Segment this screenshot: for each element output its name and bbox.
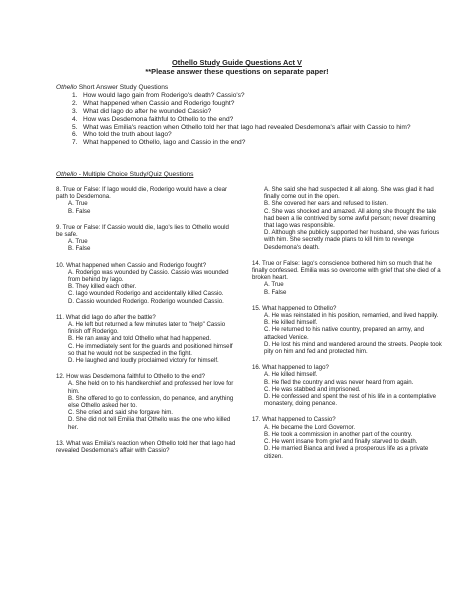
mc-right-column <box>252 186 442 469</box>
question-text: What did Iago do after he wounded Cassio? <box>83 107 212 115</box>
mc-option: A. She held on to his handkerchief and professed her love for him. <box>68 380 234 395</box>
mc-option: B. He ran away and told Othello what had happened. <box>68 335 211 343</box>
mc-question <box>56 224 236 253</box>
document-header <box>0 0 474 76</box>
mc-heading-text: - Multiple Choice Study/Quiz Questions <box>76 171 194 178</box>
mc-question <box>252 260 442 296</box>
short-answer-question <box>56 124 428 132</box>
multiple-choice-heading <box>56 171 193 179</box>
mc-option: A. True <box>68 200 88 208</box>
mc-option: C. Iago wounded Roderigo and accidentally killed Cassio. <box>68 290 224 298</box>
mc-option: A. She said she had suspected it all along. She was glad it had finally come out in the open. <box>264 186 434 201</box>
heading-work-title: Othello <box>56 84 77 91</box>
mc-option: A. True <box>68 238 88 246</box>
mc-option: C. She cried and said she forgave him. <box>68 409 174 417</box>
question-text: What was Emilia's reaction when Othello told her that Iago had revealed Desdemona's affair with Cassio to him? <box>83 123 411 131</box>
question-number: 6. <box>72 131 78 139</box>
mc-option: B. She offered to go to confession, do penance, and anything else Othello asked her to. <box>68 394 234 410</box>
mc-question-text: 8. True or False: If Iago would die, Roderigo would have a clear path to Desdemona. <box>56 186 228 201</box>
mc-option: B. He fled the country and was never heard from again. <box>264 378 414 386</box>
mc-question <box>56 314 236 364</box>
mc-option: B. False <box>68 245 91 253</box>
mc-option: D. He confessed and spent the rest of his life in a contemplative monastery, doing penance. <box>264 393 437 408</box>
short-answer-section <box>56 84 428 147</box>
mc-option: A. He was reinstated in his position, remarried, and lived happily. <box>264 312 439 320</box>
question-number: 3. <box>72 107 78 115</box>
mc-option: C. He returned to his native country, prepared an army, and attacked Venice. <box>264 326 424 341</box>
short-answer-question <box>56 108 428 116</box>
mc-option: C. He went insane from grief and finally starved to death. <box>264 438 418 446</box>
mc-question <box>56 186 236 215</box>
question-text: Who told the truth about Iago? <box>83 131 172 139</box>
mc-question-text: 15. What happened to Othello? <box>252 304 337 312</box>
short-answer-question <box>56 116 428 124</box>
question-text: What happened when Cassio and Roderigo fought? <box>83 99 235 107</box>
question-text: How was Desdemona faithful to Othello to the end? <box>83 115 234 123</box>
heading-text: Short Answer Study Questions <box>76 84 169 91</box>
mc-question <box>252 186 442 251</box>
question-number: 7. <box>72 139 78 147</box>
mc-question-text: 10. What happened when Cassio and Roderigo fought? <box>56 261 207 269</box>
mc-option: A. He left but returned a few minutes later to "help" Cassio finish off Roderigo. <box>68 321 226 336</box>
mc-option: A. He killed himself. <box>264 371 318 379</box>
mc-question-text: 17. What happened to Cassio? <box>252 416 336 424</box>
document-subtitle: **Please answer these questions on separate paper! <box>145 67 329 76</box>
short-answer-question <box>56 92 428 100</box>
mc-option: D. Although she publicly supported her husband, she was furious with him. She secretly made plans to kill him to revenge Desdemona's death. <box>264 229 440 251</box>
mc-option: D. He married Bianca and lived a prosperous life as a private citizen. <box>264 445 429 460</box>
mc-option: D. He lost his mind and wandered around the streets. People took pity on him and fed and protected him. <box>264 340 442 356</box>
mc-option: B. They killed each other. <box>68 283 137 291</box>
mc-option: D. He laughed and loudly proclaimed victory for himself. <box>68 357 219 365</box>
mc-option: C. She was shocked and amazed. All along she thought the tale had been a lie contrived by some awful person; never dreaming that Iago was responsible. <box>264 207 437 230</box>
short-answer-question <box>56 100 428 108</box>
short-answer-question <box>56 139 428 147</box>
question-text: How would Iago gain from Roderigo's death? Cassio's? <box>83 91 245 99</box>
document-title: Othello Study Guide Questions Act V <box>172 58 302 67</box>
mc-question-text: 16. What happened to Iago? <box>252 364 329 372</box>
mc-option: A. He became the Lord Governor. <box>264 423 356 431</box>
mc-option: B. She covered her ears and refused to listen. <box>264 200 388 208</box>
question-number: 2. <box>72 99 78 107</box>
mc-question-text: 11. What did Iago do after the battle? <box>56 313 156 321</box>
question-text: What happened to Othello, Iago and Cassio in the end? <box>83 139 246 147</box>
question-number: 1. <box>72 91 78 99</box>
mc-question-text: 9. True or False: If Cassio would die, Iago's lies to Othello would be safe. <box>56 223 229 239</box>
question-number: 4. <box>72 115 78 123</box>
mc-option: D. Cassio wounded Roderigo. Roderigo wounded Cassio. <box>68 297 224 305</box>
mc-option: B. False <box>264 288 287 296</box>
short-answer-question <box>56 131 428 139</box>
mc-option: B. He killed himself. <box>264 319 318 327</box>
mc-option: C. He was stabbed and imprisoned. <box>264 385 361 393</box>
mc-option: A. Roderigo was wounded by Cassio. Cassio was wounded from behind by Iago. <box>68 268 229 284</box>
mc-question-text: 13. What was Emilia's reaction when Othello told her that Iago had revealed Desdemona's affair with Cassio? <box>56 439 236 455</box>
mc-question <box>252 364 442 407</box>
mc-question <box>56 440 236 454</box>
mc-question <box>56 262 236 305</box>
mc-option: A. True <box>264 281 284 289</box>
mc-option: B. He took a commission in another part of the country. <box>264 430 413 438</box>
mc-option: D. She did not tell Emilia that Othello was the one who killed her. <box>68 416 231 431</box>
mc-question <box>252 305 442 355</box>
mc-option: C. He immediately sent for the guards and positioned himself so that he would not be suspected in the fight. <box>68 342 233 357</box>
mc-left-column <box>56 186 236 463</box>
mc-question <box>252 416 442 459</box>
short-answer-list <box>56 92 428 147</box>
mc-option: B. False <box>68 207 91 215</box>
short-answer-heading <box>56 84 428 92</box>
mc-question <box>56 373 236 431</box>
mc-heading-work-title: Othello <box>56 171 77 178</box>
mc-question-text: 14. True or False: Iago's conscience bothered him so much that he finally confessed. Emilia was so overcome with grief that she died of a broken heart. <box>252 259 441 282</box>
question-number: 5. <box>72 123 78 131</box>
mc-question-text: 12. How was Desdemona faithful to Othello to the end? <box>56 373 206 381</box>
